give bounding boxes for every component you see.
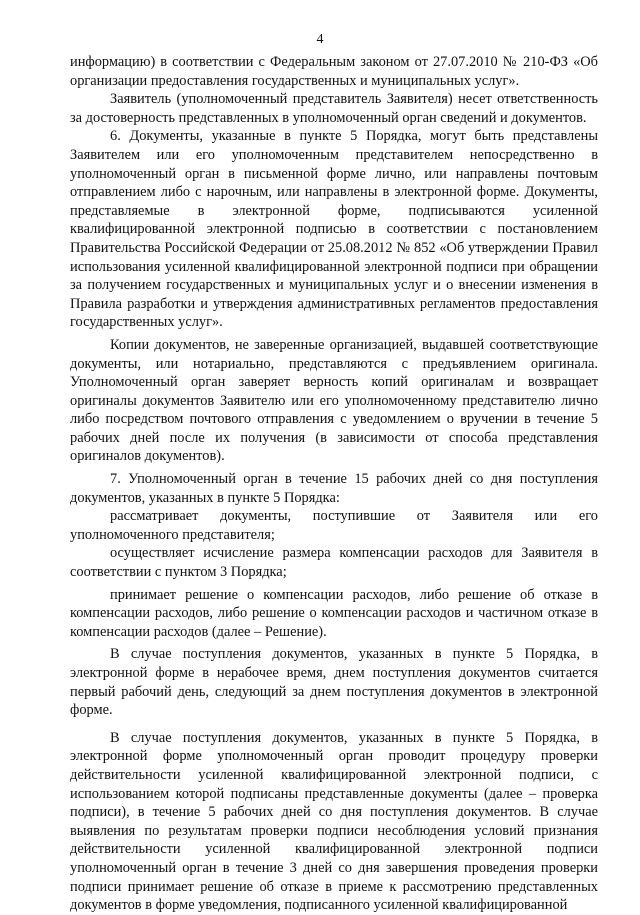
paragraph-calculates-compensation: осуществляет исчисление размера компенсации расходов для Заявителя в соответствии с пунктом 3 Порядка;: [70, 545, 598, 581]
paragraph-signature-check: В случае поступления документов, указанных в пункте 5 Порядка, в электронной форме уполномоченный орган проводит процедуру проверки действительности усиленной квалифицированной электронной подписи, с использованием которой подписаны представленные документы (далее – проверка подписи), в течение 5 рабочих дней со дня поступления документов. В случае выявления по результатам проверки подписи несоблюдения условий признания действительности усиленной квалифицированной электронной подписи уполномоченный орган в течение 3 дней со дня завершения проведения проверки подписи принимает решение об отказе в приеме к рассмотрению представленных документов в форме уведомления, подписанного усиленной квалифицированной: [70, 729, 598, 914]
document-body: [70, 53, 598, 915]
paragraph-applicant-responsibility: Заявитель (уполномоченный представитель Заявителя) несет ответственность за достоверность представленных в уполномоченный орган сведений и документов.: [70, 91, 598, 126]
paragraph-nonworking-time: В случае поступления документов, указанных в пункте 5 Порядка, в электронной форме в нерабочее время, днем поступления документов считается первый рабочий день, следующий за днем поступления документов в электронной форме.: [70, 646, 598, 719]
paragraph-item-6: 6. Документы, указанные в пункте 5 Порядка, могут быть представлены Заявителем или его уполномоченным представителем непосредственно в уполномоченный орган в письменной форме лично, или направлены почтовым отправлением либо с нарочным, или направлены в электронной форме. Документы, представляемые в электронной форме, подписываются усиленной квалифицированной электронной подписью в соответствии с постановлением Правительства Российской Федерации от 25.08.2012 № 852 «Об утверждении Правил использования усиленной квалифицированной электронной подписи при обращении за получением государственных и муниципальных услуг и о внесении изменения в Правила разработки и утверждения административных регламентов предоставления государственных услуг».: [70, 128, 598, 331]
paragraph-law-reference: информацию) в соответствии с Федеральным законом от 27.07.2010 № 210-ФЗ «Об организации предоставления государственных и муниципальных услуг».: [70, 54, 598, 89]
paragraph-reviews-documents: рассматривает документы, поступившие от Заявителя или его уполномоченного представителя;: [70, 508, 598, 543]
paragraph-makes-decision: принимает решение о компенсации расходов, либо решение об отказе в компенсации расходов, либо решение о компенсации расходов и частичном отказе в компенсации расходов (далее – Решение).: [70, 586, 598, 640]
paragraph-document-copies: Копии документов, не заверенные организацией, выдавшей соответствующие документы, или нотариально, представляются с предъявлением оригинала. Уполномоченный орган заверяет верность копий оригиналам и возвращает оригиналы документов Заявителю или его уполномоченному представителю лично либо посредством почтового отправления с уведомлением о вручении в течение 5 рабочих дней после их получения (в зависимости от способа представления оригиналов документов).: [70, 336, 598, 465]
paragraph-item-7: 7. Уполномоченный орган в течение 15 рабочих дней со дня поступления документов, указанных в пункте 5 Порядка:: [70, 471, 598, 506]
page-number: 4: [316, 32, 324, 47]
